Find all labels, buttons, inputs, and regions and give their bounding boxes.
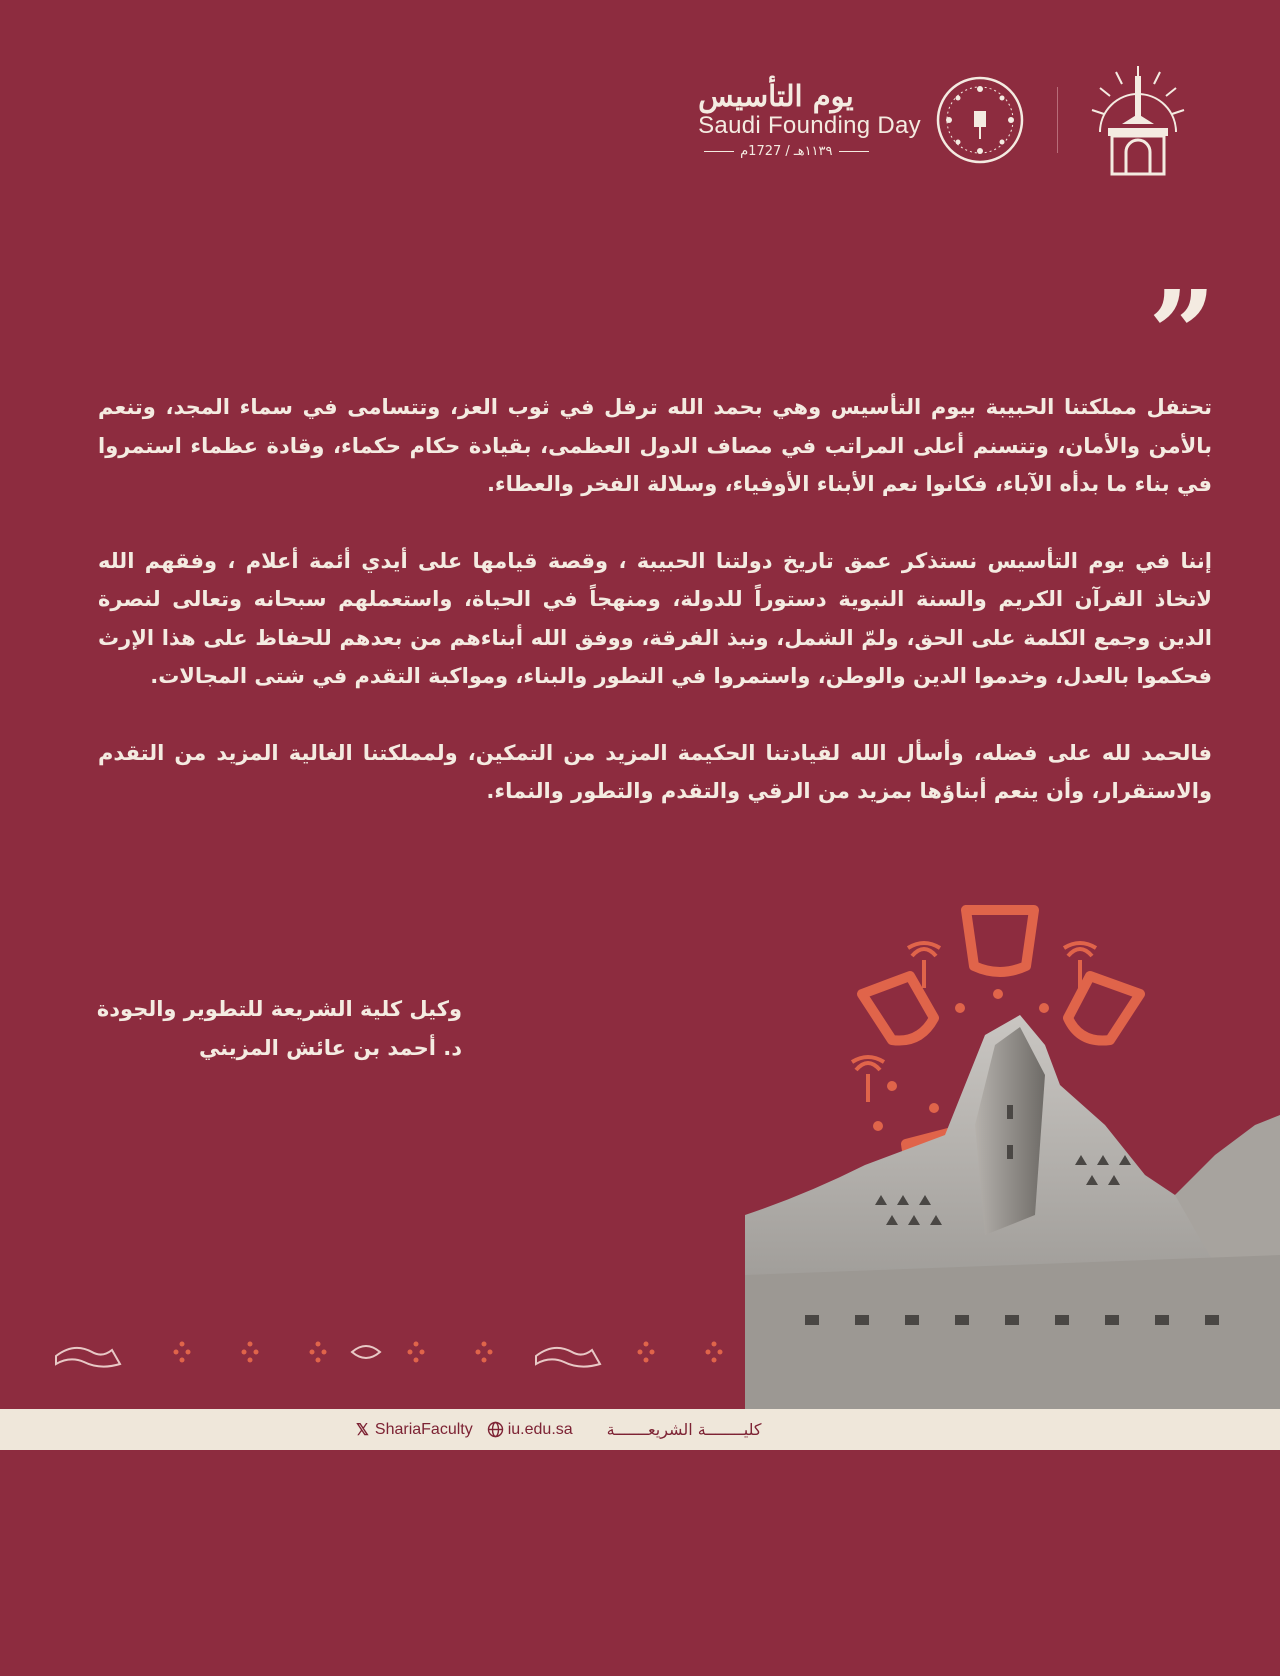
sadu-band-visible	[54, 1636, 744, 1672]
article-body	[98, 388, 1212, 849]
college-name: كليــــــــة الشريعـــــــة	[606, 1420, 762, 1439]
globe-icon	[487, 1421, 504, 1438]
founding-day-title-en: Saudi Founding Day	[698, 111, 921, 139]
article-paragraph: فالحمد لله على فضله، وأسأل الله لقيادتنا الحكيمة المزيد من التمكين، ولمملكتنا الغالية المزيد من التقدم والاستقرار، وأن ينعم أبناؤها بمزيد من الرقي والتقدم والتطور والنماء.	[98, 740, 1212, 803]
article-paragraph: تحتفل مملكتنا الحبيبة بيوم التأسيس وهي بحمد الله ترفل في ثوب العز، وتتسامى في سماء المجد، وتنعم بالأمن والأمان، وتتسنم أعلى المراتب في مصاف الدول العظمى، بقيادة حكام حكماء، وقادة عظماء استمروا في بناء ما بدأه الآباء، فكانوا نعم الأبناء الأوفياء، وسلالة الفخر والعطاء.	[98, 395, 1212, 496]
founding-dates-text: ١١٣٩هـ / 1727م	[740, 143, 833, 159]
founding-day-logo	[698, 81, 921, 158]
article-paragraph: إننا في يوم التأسيس نستذكر عمق تاريخ دولتنا الحبيبة ، وقصة قيامها على أيدي أئمة أعلام ، وفقهم الله لاتخاذ القرآن الكريم والسنة النبوية دستوراً للدولة، ومنهجاً في الحياة، واستعملهم سبحانه وتعالى لنصرة الدين وجمع الكلمة على الحق، ولمّ الشمل، ونبذ الفرقة، ووفق الله أبناءهم من بعدهم للحفاظ على هذا الإرث فحكموا بالعدل، وخدموا الدين والوطن، واستمروا في التطور والبناء، ومواكبة التقدم في شتى المجالات.	[98, 548, 1212, 688]
logo-divider	[1057, 87, 1058, 153]
ornament-band-main	[54, 636, 744, 672]
signature-title: وكيل كلية الشريعة للتطوير والجودة	[96, 997, 462, 1021]
founding-day-seal-icon	[935, 75, 1025, 165]
twitter-handle[interactable]: ShariaFaculty	[374, 1420, 473, 1438]
founding-day-dates	[698, 144, 874, 159]
islamic-university-logo-icon	[1086, 62, 1190, 178]
website-link[interactable]: iu.edu.sa	[507, 1420, 573, 1438]
header-logos	[698, 62, 1190, 178]
bottom-sadu-ornaments	[54, 1334, 744, 1370]
quote-mark-icon: ”	[1148, 275, 1216, 347]
signature-name: د. أحمد بن عائش المزيني	[198, 1036, 462, 1060]
x-twitter-icon: 𝕏	[356, 1421, 369, 1439]
founding-day-title-ar: يوم التأسيس	[698, 79, 854, 114]
footer-contacts	[356, 1409, 762, 1450]
footer-bar	[0, 1409, 1280, 1450]
diriyah-fortress-image	[745, 1015, 1280, 1409]
signature-block	[82, 990, 462, 1068]
